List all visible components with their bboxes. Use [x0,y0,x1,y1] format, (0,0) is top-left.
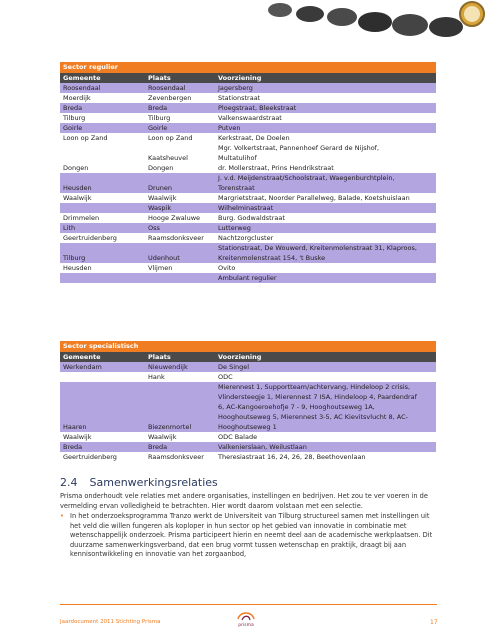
table-row [60,173,436,193]
table-row [60,213,436,223]
cell-gemeente: Geertruidenberg [63,453,117,461]
cell-plaats: Tilburg [148,114,171,122]
cell-voorziening [218,432,436,442]
cell-gemeente: Drimmelen [63,214,100,222]
cell-voorziening-line: Kreitenmolenstraat 154, 't Buske [218,254,326,262]
table-row [60,193,436,203]
cell-plaats: Biezenmortel [148,423,192,431]
table-row [60,83,436,93]
footer-divider [60,604,437,605]
cell-plaats: Hooge Zwaluwe [148,214,201,222]
cell-gemeente: Lith [63,224,76,232]
sector-title: Sector specialistisch [60,341,436,352]
header-gemeente: Gemeente [63,74,101,82]
cell-gemeente: Werkendam [63,363,102,371]
cell-gemeente: Geertruidenberg [63,234,117,242]
cell-voorziening [218,362,436,372]
cell-gemeente: Roosendaal [63,84,101,92]
table-row [60,113,436,123]
table-row [60,432,436,442]
header-stones-image [260,0,495,50]
header-plaats: Plaats [148,74,171,82]
cell-voorziening-line: Stationstraat [218,94,261,102]
cell-voorziening-line: De Singel [218,363,250,371]
cell-voorziening-line: Valkenswaardstraat [218,114,282,122]
header-voorziening: Voorziening [218,353,262,361]
cell-voorziening-line: Theresiastraat 16, 24, 26, 28, Beethovenlaan [218,453,366,461]
cell-voorziening [218,83,436,93]
table-row [60,452,436,462]
cell-voorziening-line: Hooghoutseweg 1 [218,423,277,431]
table-row [60,103,436,113]
sector-title: Sector regulier [60,62,436,73]
cell-gemeente: Breda [63,104,83,112]
table-row [60,263,436,273]
cell-voorziening-line: Putven [218,124,241,132]
cell-plaats: Kaatsheuvel [148,154,188,162]
table-row [60,372,436,382]
cell-plaats: Waalwijk [148,194,177,202]
cell-gemeente: Waalwijk [63,194,92,202]
table-row [60,203,436,213]
cell-plaats: Raamsdonksveer [148,453,204,461]
cell-gemeente: Heusden [63,184,92,192]
cell-voorziening-line: Mierennest 1, Supportteam/achtervang, Hindeloop 2 crisis, [218,383,411,391]
sector-regulier-table [60,62,436,283]
cell-voorziening-line: Kerkstraat, De Doelen [218,134,290,142]
cell-voorziening [218,442,436,452]
page-number: 17 [430,619,438,626]
cell-plaats: Roosendaal [148,84,186,92]
cell-voorziening-line: Nachtzorgcluster [218,234,274,242]
header-plaats: Plaats [148,353,171,361]
bullet-icon: • [60,512,64,520]
cell-gemeente: Loon op Zand [63,134,108,142]
table-row [60,442,436,452]
cell-plaats: Drunen [148,184,173,192]
cell-plaats: Hank [148,373,165,381]
cell-gemeente: Tilburg [63,254,86,262]
cell-voorziening [218,372,436,382]
cell-voorziening [218,452,436,462]
cell-plaats: Waspik [148,204,172,212]
cell-voorziening [218,133,436,143]
table-row [60,243,436,263]
footer-doc-title: Jaardocument 2011 Stichting Prisma [60,619,161,625]
sector-specialistisch-table [60,341,436,462]
cell-voorziening [218,273,436,283]
cell-voorziening-line: Torenstraat [218,184,255,192]
cell-plaats: Breda [148,443,168,451]
cell-gemeente: Breda [63,443,83,451]
cell-voorziening [218,113,436,123]
cell-plaats: Raamsdonksveer [148,234,204,242]
table-row [60,382,436,432]
table-row [60,143,436,163]
cell-voorziening-line: ODC Balade [218,433,258,441]
cell-voorziening [218,103,436,113]
cell-gemeente: Goirle [63,124,83,132]
table-row [60,133,436,143]
table-row [60,273,436,283]
cell-gemeente: Dongen [63,164,89,172]
cell-voorziening-line: dr. Mollerstraat, Prins Hendrikstraat [218,164,334,172]
cell-voorziening [218,163,436,173]
cell-voorziening-line: Ploegstraat, Bleekstraat [218,104,297,112]
cell-voorziening-line: Wilhelminastraat [218,204,274,212]
cell-voorziening-line: 6, AC-Kangoeroehofje 7 - 9, Hooghoutseweg 1A, [218,403,375,411]
cell-voorziening-line: Burg. Godwaldstraat [218,214,285,222]
cell-voorziening-line: Ovito [218,264,236,272]
cell-gemeente: Tilburg [63,114,86,122]
cell-gemeente: Moerdijk [63,94,91,102]
table-row [60,163,436,173]
cell-voorziening-line: Lutterweg [218,224,251,232]
cell-voorziening-line: Stationstraat, De Wouwerd, Kreitenmolenstraat 31, Klaproos, [218,244,417,252]
table-row [60,233,436,243]
section-paragraph: Prisma onderhoudt vele relaties met andere organisaties, instellingen en bedrijven. Het zou te ver voeren in de vermelding ervan volledigheid te betrachten. Hier wordt daarom volstaan met een selectie. [60,492,428,510]
cell-plaats: Vlijmen [148,264,173,272]
cell-plaats: Breda [148,104,168,112]
cell-voorziening [218,193,436,203]
cell-plaats: Nieuwendijk [148,363,188,371]
cell-gemeente: Haaren [63,423,87,431]
cell-plaats: Goirle [148,124,168,132]
cell-voorziening [218,173,436,193]
header-gemeente: Gemeente [63,353,101,361]
cell-voorziening-line: Valkenierslaan, Weilustlaan [218,443,307,451]
table-row [60,123,436,133]
table-row [60,223,436,233]
cell-plaats: Loon op Zand [148,134,193,142]
cell-voorziening-line: Ambulant regulier [218,274,277,282]
bullet-item [60,512,440,560]
prisma-logo [232,610,260,628]
cell-gemeente: Heusden [63,264,92,272]
table-row [60,93,436,103]
cell-voorziening [218,93,436,103]
cell-voorziening-line: Vlindersteegje 1, Mierennest 7 ISA, Hindeloop 4, Paardendraf [218,393,417,401]
cell-voorziening [218,243,436,263]
cell-voorziening [218,382,436,432]
cell-voorziening-line: Jagersberg [218,84,253,92]
cell-voorziening [218,223,436,233]
section-title-text: Samenwerkingsrelaties [89,476,218,489]
table-header [60,352,436,362]
cell-voorziening [218,263,436,273]
cell-voorziening-line: Multatulihof [218,154,257,162]
cell-voorziening [218,203,436,213]
cell-voorziening-line: Margrietstraat, Noorder Parallelweg, Balade, Koetshuislaan [218,194,410,202]
cell-voorziening-line: Mgr. Volkertstraat, Pannenhoef Gerard de Nijshof, [218,144,380,152]
cell-voorziening [218,143,436,163]
cell-voorziening [218,123,436,133]
cell-plaats: Oss [148,224,160,232]
cell-plaats: Waalwijk [148,433,177,441]
section-number: 2.4 [60,476,78,489]
cell-voorziening-line: ODC [218,373,233,381]
cell-gemeente: Waalwijk [63,433,92,441]
cell-voorziening-line: J. v.d. Meijdenstraat/Schoolstraat, Waegenburchtplein, [218,174,395,182]
cell-plaats: Zevenbergen [148,94,192,102]
cell-voorziening-line: Hooghoutseweg 5, Mierennest 3-5, AC Kievitsvlucht 8, AC- [218,413,408,421]
bullet-text: In het onderzoeksprogramma Tranzo werkt de Universiteit van Tilburg structureel samen met instellingen uit het veld die willen fungeren als koploper in hun sector op het gebied van innovatie in combinatie met wetenschappelijk onderzoek. Prisma participeert hierin en neemt deel aan de academische werkplaatsen. Dit duurzame samenwerkingsverband, dat een brug vormt tussen wetenschap en praktijk, draagt bij aan kennisontwikkeling en innovatie van het zorgaanbod, [70,512,433,558]
logo-text: prisma [238,623,254,628]
header-voorziening: Voorziening [218,74,262,82]
cell-plaats: Dongen [148,164,174,172]
table-header [60,73,436,83]
section-heading [60,476,218,489]
cell-plaats: Udenhout [148,254,180,262]
table-row [60,362,436,372]
cell-voorziening [218,233,436,243]
cell-voorziening [218,213,436,223]
